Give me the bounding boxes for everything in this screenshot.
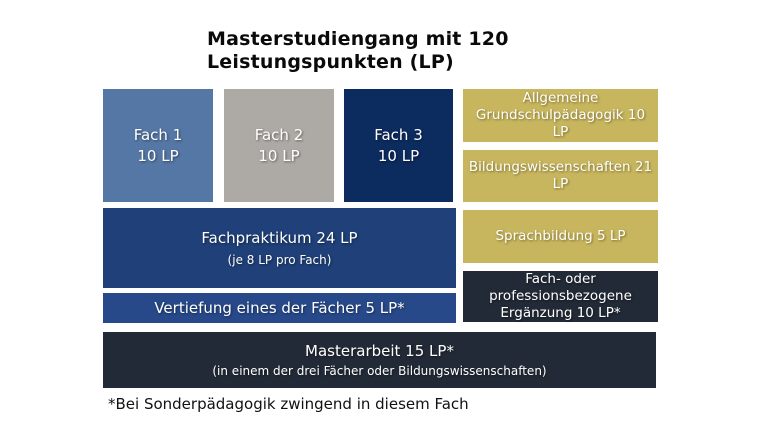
ergaenzung-label: Fach- oder professionsbezogene Ergänzung 10 LP* [489,271,632,321]
fach-3-label: Fach 3 [374,125,423,144]
fach-2-label: Fach 2 [254,125,304,144]
fach-1-credits: 10 LP [137,146,179,165]
fach-1-label: Fach 1 [133,125,183,144]
box-fach-2 [224,89,334,202]
box-bildungswissenschaften [463,150,658,202]
box-vertiefung [103,293,456,323]
sprachbildung-label: Sprachbildung 5 LP [495,228,626,244]
footnote: *Bei Sonderpädagogik zwingend in diesem Fach [108,395,469,413]
box-sprachbildung [463,210,658,263]
fach-3-credits: 10 LP [377,146,420,165]
fachpraktikum-sublabel: (je 8 LP pro Fach) [227,253,332,267]
page-title-line2: Leistungspunkten (LP) [207,51,454,73]
box-fachpraktikum [103,208,456,288]
bildungswissenschaften-label: Bildungswissenschaften 21 LP [468,159,653,192]
box-fach-3 [344,89,453,202]
fach-2-credits: 10 LP [258,146,300,165]
fachpraktikum-label: Fachpraktikum 24 LP [201,229,358,247]
allgemeine-grundschulpaedagogik-label: Allgemeine Grundschulpädagogik 10 LP [475,90,646,140]
box-allgemeine-grundschulpaedagogik [463,89,658,142]
box-fach-oder-professionsbezogene-ergaenzung [463,271,658,322]
box-masterarbeit [103,332,656,388]
page-title [207,28,527,74]
box-fach-1 [103,89,213,202]
masterarbeit-label: Masterarbeit 15 LP* [305,342,454,360]
page-title-line1: Masterstudiengang mit 120 [207,28,509,50]
masterarbeit-sublabel: (in einem der drei Fächer oder Bildungswissenschaften) [212,364,547,378]
vertiefung-label: Vertiefung eines der Fächer 5 LP* [154,299,405,317]
